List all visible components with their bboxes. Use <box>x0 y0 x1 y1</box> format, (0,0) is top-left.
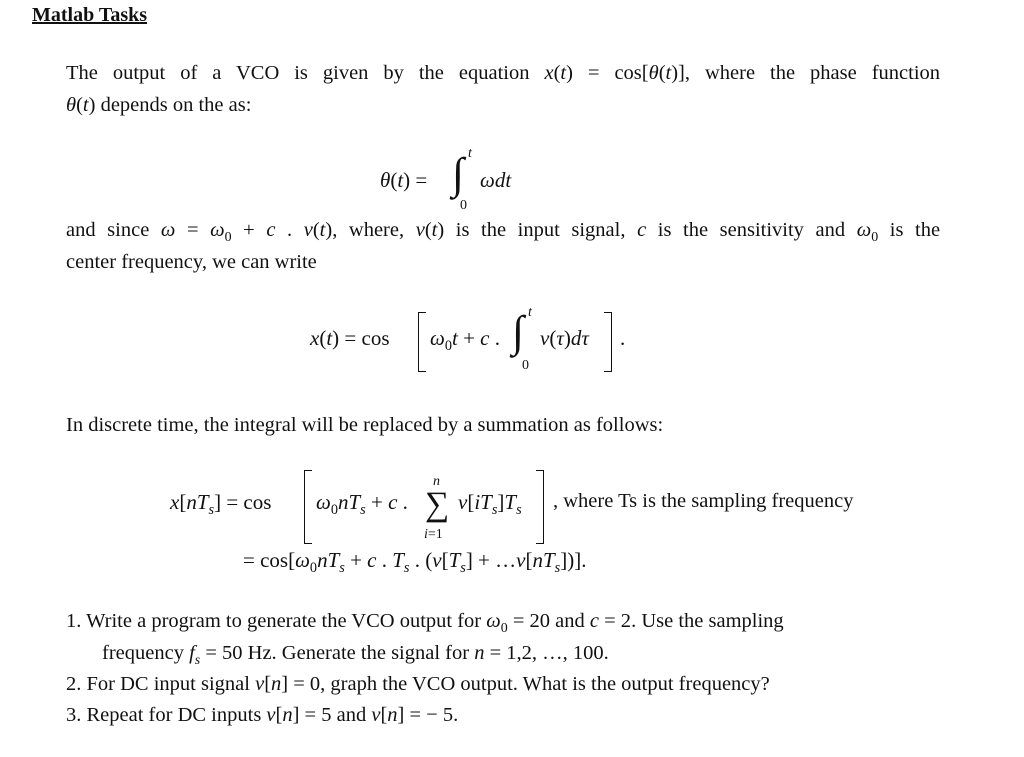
xt-inner: $\omega_0t + c$ . <box>430 326 500 354</box>
sampling-note: , where Ts is the sampling frequency <box>553 490 854 512</box>
upper-limit-2: t <box>528 305 532 320</box>
right-bracket-2 <box>536 470 544 544</box>
left-bracket-2 <box>304 470 312 544</box>
integrand: v(τ)dτ <box>540 326 589 350</box>
integral-sign: ∫ <box>452 149 465 198</box>
discrete-equation: $x[nT_s] = \cos$ <box>170 490 272 518</box>
omega-dt: ωdt <box>480 168 512 192</box>
since-line-1: and since $\omega = \omega_0 + c$ . v(t), where, v(t) is the input signal, c is the sensitivity and $\omega_0$ is the <box>66 219 941 245</box>
intro-line-2: θ(t) depends on the as: <box>66 94 252 116</box>
task-2: 2. For DC input signal v[n] = 0, graph the VCO output. What is the output frequency? <box>66 673 770 695</box>
intro-line-1: The output of a VCO is given by the equation x(t) = cos[θ(t)], where the phase function <box>66 62 941 84</box>
right-bracket <box>604 312 612 372</box>
task-1: 1. Write a program to generate the VCO output for $\omega_0 = 20$ and c = 2. Use the sampling <box>66 610 784 636</box>
period: . <box>620 326 626 350</box>
page-title: Matlab Tasks <box>32 4 148 26</box>
upper-limit: t <box>468 146 472 161</box>
lower-limit: 0 <box>460 198 467 213</box>
task-1-cont: frequency $f_s = 50$ Hz. Generate the signal for n = 1,2, …, 100. <box>102 642 609 668</box>
sum-upper: n <box>433 474 440 489</box>
xt-equation: x(t) = cos <box>310 326 390 350</box>
sum-term: $v[iT_s]T_s$ <box>458 490 522 518</box>
discrete-inner: $\omega_0nT_s + c$ . <box>316 490 408 518</box>
lower-limit-2: 0 <box>522 358 529 373</box>
sum-lower: i=1 <box>424 527 443 542</box>
left-bracket <box>418 312 426 372</box>
discrete-equation-2: = $\cos[\omega_0nT_s + c$ . $T_s$ . ($v[T_s]$ + $\dots v[nT_s]$)]. <box>243 548 587 576</box>
sum-icon: ∑ <box>425 486 450 523</box>
since-line-2: center frequency, we can write <box>66 251 317 273</box>
integral-sign-2: ∫ <box>512 307 525 356</box>
theta-equation: θ(t) = <box>380 168 428 192</box>
discrete-intro: In discrete time, the integral will be replaced by a summation as follows: <box>66 414 664 436</box>
task-3: 3. Repeat for DC inputs v[n] = 5 and v[n] = − 5. <box>66 704 459 726</box>
